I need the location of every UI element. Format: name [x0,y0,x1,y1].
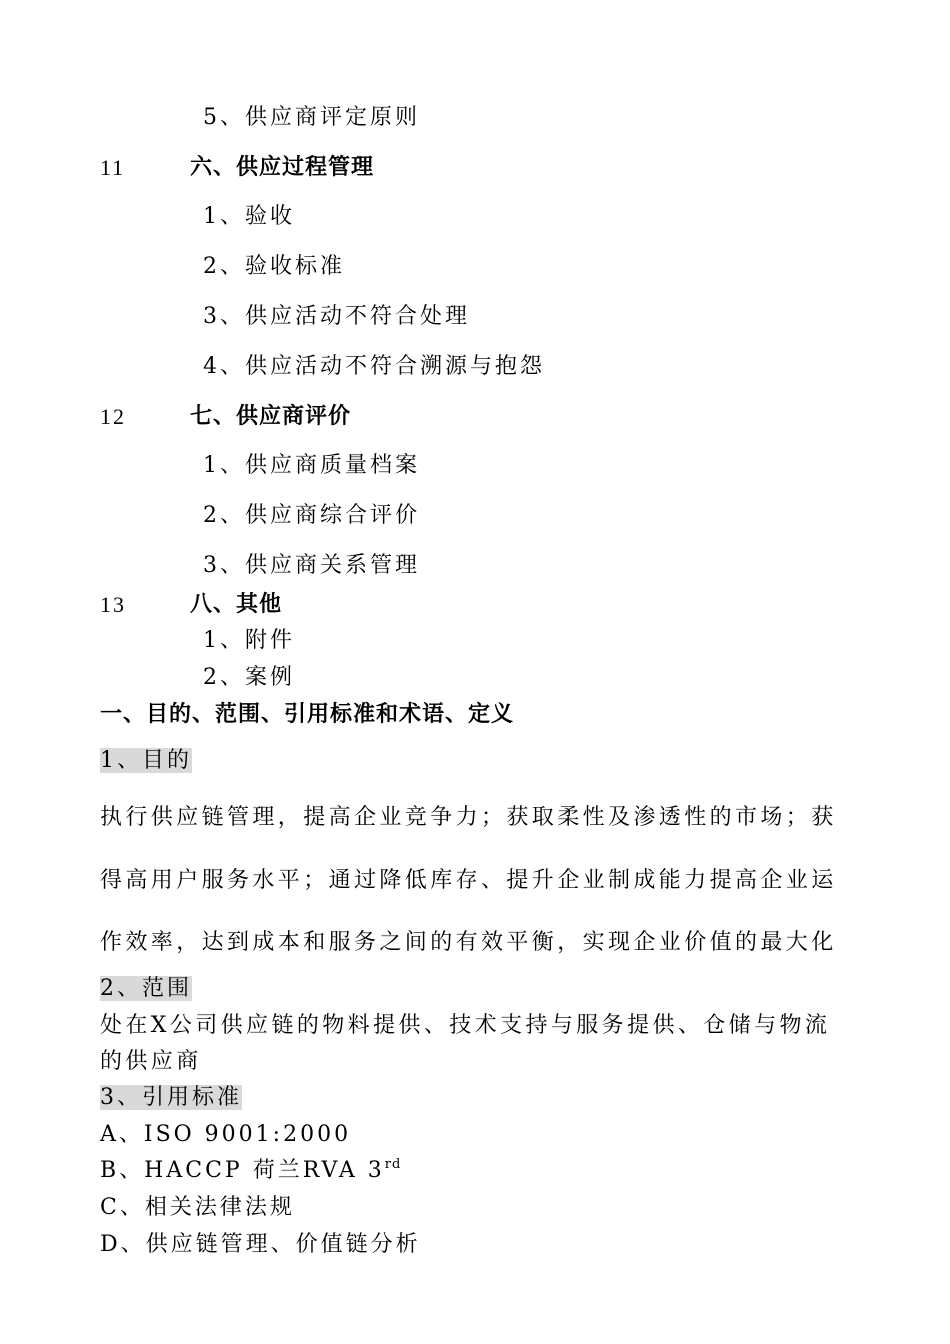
subsection-heading-purpose [100,746,192,776]
standard-item-c: C、相关法律法规 [100,1195,295,1220]
paragraph-line: 得高用户服务水平；通过降低库存、提升企业制成能力提高企业运 [100,868,837,893]
toc-item: 1、附件 [203,628,295,653]
superscript: rd [384,1157,402,1172]
toc-item: 2、供应商综合评价 [203,503,420,528]
toc-item: 4、供应活动不符合溯源与抱怨 [203,354,545,379]
toc-item: 5、供应商评定原则 [203,105,420,130]
subsection-heading-standards [100,1083,242,1113]
paragraph-line: 作效率，达到成本和服务之间的有效平衡，实现企业价值的最大化 [100,930,837,955]
toc-item: 2、案例 [203,665,295,690]
paragraph-line: 的供应商 [100,1049,202,1074]
standard-item-d: D、供应链管理、价值链分析 [100,1232,421,1257]
toc-section-title: 七、供应商评价 [190,404,352,429]
chapter-heading: 一、目的、范围、引用标准和术语、定义 [100,702,515,727]
toc-item: 2、验收标准 [203,254,345,279]
highlight: 3、引用标准 [100,1085,242,1110]
toc-item: 3、供应活动不符合处理 [203,304,470,329]
highlight: 2、范围 [100,976,192,1001]
paragraph-line: 处在X公司供应链的物料提供、技术支持与服务提供、仓储与物流 [100,1013,831,1038]
toc-page-number: 11 [100,155,126,180]
toc-section-title: 六、供应过程管理 [190,155,375,180]
toc-item: 1、验收 [203,204,295,229]
standard-item-b-text: B、HACCP 荷兰RVA 3 [100,1158,385,1183]
paragraph-line: 执行供应链管理，提高企业竞争力；获取柔性及渗透性的市场；获 [100,805,837,830]
standard-item-b [100,1156,401,1186]
subsection-heading-scope [100,974,192,1004]
toc-page-number: 12 [100,404,126,429]
toc-page-number: 13 [100,592,126,617]
toc-section-title: 八、其他 [190,592,283,617]
standard-item-a: A、ISO 9001:2000 [100,1122,352,1147]
toc-item: 1、供应商质量档案 [203,453,420,478]
highlight: 1、目的 [100,748,192,773]
toc-item: 3、供应商关系管理 [203,553,420,578]
